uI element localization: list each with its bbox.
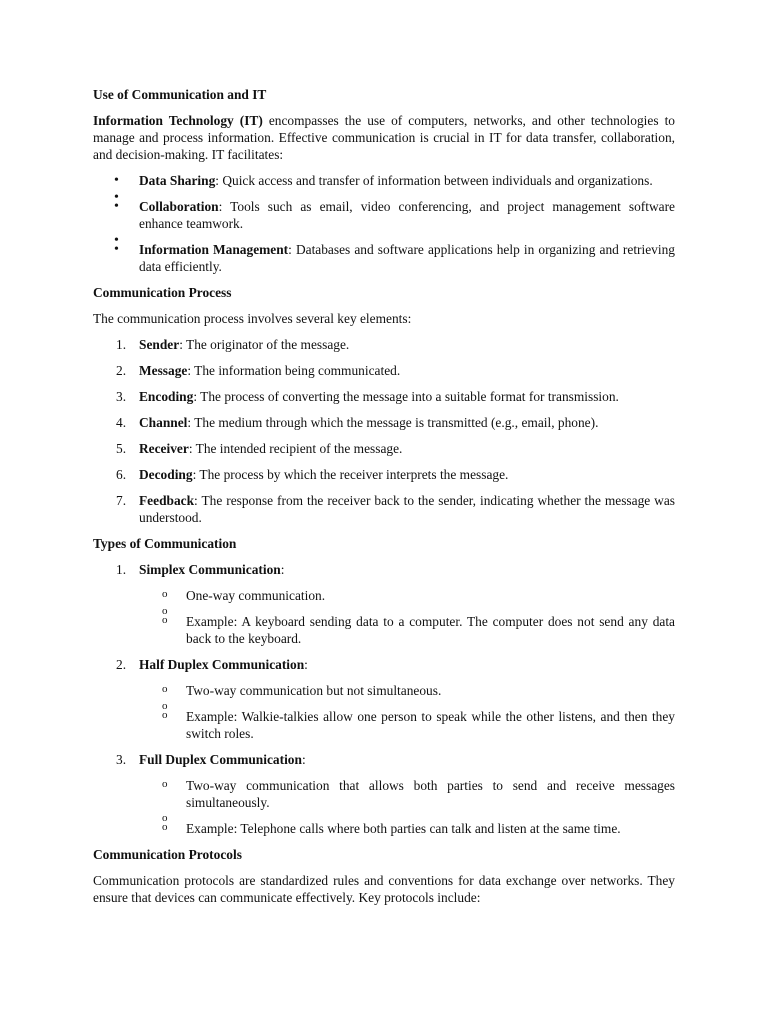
numbered-item (93, 362, 675, 379)
list-spacer (93, 699, 675, 708)
item-number: 1. (116, 562, 127, 577)
item-text: : The medium through which the message is transmitted (e.g., email, phone). (187, 415, 599, 430)
item-text: : The originator of the message. (179, 337, 350, 352)
item-term: Feedback (139, 493, 195, 508)
types-list (93, 751, 675, 768)
list-item (93, 172, 675, 189)
section-heading-process: Communication Process (93, 285, 232, 300)
list-spacer (93, 405, 675, 414)
item-text: : The intended recipient of the message. (188, 441, 403, 456)
process-list (93, 336, 675, 526)
item-term: Decoding (139, 467, 193, 482)
list-item-term: Data Sharing (139, 173, 216, 188)
sub-item: o Example: A keyboard sending data to a computer. The computer does not send any data back to the keyboard. (93, 613, 675, 647)
item-number: 1. (116, 337, 127, 352)
types-list (93, 561, 675, 578)
list-spacer (93, 232, 675, 241)
intro-text: encompasses the use of computers, networks, and other technologies to manage and process information. Effective communication is crucial in IT for data transfer, collaboration, and decision-making. IT facilitates: (93, 113, 675, 162)
item-term: Half Duplex Communication (139, 657, 305, 672)
list-item (93, 241, 675, 275)
item-number: 3. (116, 389, 127, 404)
numbered-item (93, 751, 675, 768)
item-number: 3. (116, 752, 127, 767)
numbered-item (93, 336, 675, 353)
list-spacer (93, 483, 675, 492)
item-number: 2. (116, 363, 127, 378)
sub-item: o Example: Telephone calls where both parties can talk and listen at the same time. (93, 820, 675, 837)
numbered-item (93, 492, 675, 526)
half-duplex-sublist (93, 682, 675, 742)
section-heading-protocols: Communication Protocols (93, 847, 242, 862)
item-text: : (304, 657, 308, 672)
sub-item: o Two-way communication that allows both parties to send and receive messages simultaneously. (93, 777, 675, 811)
item-term: Message (139, 363, 188, 378)
list-item-term: Collaboration (139, 199, 219, 214)
document-page (93, 86, 675, 906)
numbered-item (93, 656, 675, 673)
item-term: Full Duplex Communication (139, 752, 302, 767)
numbered-item (93, 466, 675, 483)
item-term: Channel (139, 415, 188, 430)
item-number: 4. (116, 415, 127, 430)
item-text: : The process of converting the message into a suitable format for transmission. (193, 389, 619, 404)
list-spacer (93, 431, 675, 440)
item-number: 5. (116, 441, 127, 456)
protocols-paragraph: Communication protocols are standardized rules and conventions for data exchange over networks. They ensure that devices can communicate effectively. Key protocols include: (93, 873, 675, 905)
sub-item: o Two-way communication but not simultaneous. (93, 682, 675, 699)
it-facilitates-list (93, 172, 675, 275)
list-item (93, 198, 675, 232)
list-spacer (93, 604, 675, 613)
list-spacer (93, 811, 675, 820)
list-item-text: : Databases and software applications help in organizing and retrieving data efficiently. (139, 242, 675, 274)
item-term: Simplex Communication (139, 562, 281, 577)
process-intro: The communication process involves several key elements: (93, 311, 412, 326)
intro-paragraph (93, 112, 675, 163)
item-text: : The process by which the receiver interprets the message. (192, 467, 509, 482)
list-spacer (93, 379, 675, 388)
section-heading-types: Types of Communication (93, 536, 237, 551)
simplex-sublist (93, 587, 675, 647)
list-item-text: : Quick access and transfer of information between individuals and organizations. (215, 173, 653, 188)
item-term: Sender (139, 337, 180, 352)
item-number: 2. (116, 657, 127, 672)
list-spacer (93, 353, 675, 362)
intro-term: Information Technology (IT) (93, 113, 263, 128)
sub-item: o Example: Walkie-talkies allow one person to speak while the other listens, and then they switch roles. (93, 708, 675, 742)
sub-item: o One-way communication. (93, 587, 675, 604)
item-text: : (280, 562, 285, 577)
item-text: : (301, 752, 306, 767)
item-text: : The information being communicated. (187, 363, 401, 378)
item-text: : The response from the receiver back to the sender, indicating whether the message was understood. (139, 493, 675, 525)
page-title: Use of Communication and IT (93, 87, 267, 102)
numbered-item (93, 388, 675, 405)
item-number: 7. (116, 493, 127, 508)
item-number: 6. (116, 467, 127, 482)
full-duplex-sublist (93, 777, 675, 837)
list-item-text: : Tools such as email, video conferencing, and project management software enhance teamwork. (139, 199, 675, 231)
numbered-item (93, 561, 675, 578)
item-term: Encoding (139, 389, 194, 404)
list-item-term: Information Management (139, 242, 289, 257)
numbered-item (93, 440, 675, 457)
item-term: Receiver (139, 441, 189, 456)
list-spacer (93, 457, 675, 466)
list-spacer (93, 189, 675, 198)
types-list (93, 656, 675, 673)
numbered-item (93, 414, 675, 431)
